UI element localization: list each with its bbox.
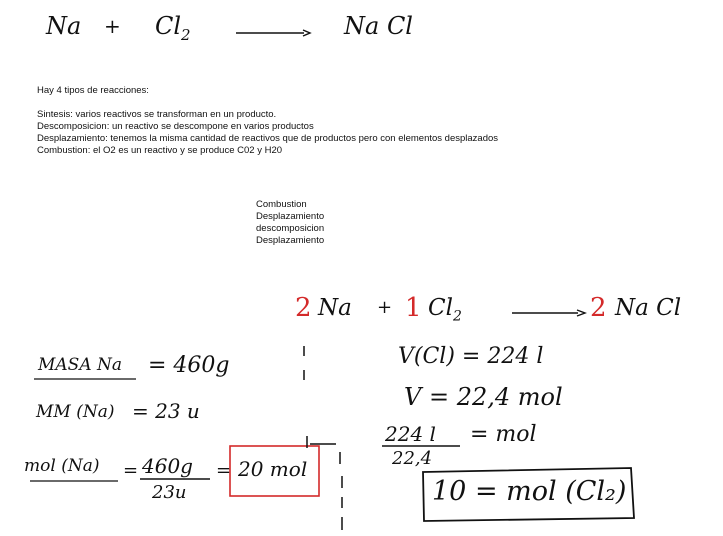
- balanced-reactant1: Na: [318, 295, 352, 321]
- balanced-reactant2: [428, 297, 462, 324]
- top-plus: +: [104, 14, 121, 38]
- right-line-1: V(Cl) = 224 l: [398, 344, 544, 369]
- top-reactant1: Na: [46, 12, 82, 40]
- mol-result: 20 mol: [238, 457, 308, 481]
- notes-line-2: Descomposicion: un reactivo se descompone en varios productos: [37, 121, 314, 132]
- top-arrow-head: [303, 30, 310, 36]
- mol-frac-den: 23u: [152, 482, 187, 503]
- top-reactant2-symbol: Cl: [155, 12, 182, 40]
- mol-frac-num: 460g: [142, 454, 193, 478]
- mm-label: MM (Na): [36, 402, 115, 422]
- notes-line-3: Desplazamiento: tenemos la misma cantidad de reactivos que de productos pero con elementos desplazados: [37, 133, 499, 144]
- balanced-product: Na Cl: [615, 295, 682, 321]
- answer-2: Desplazamiento: [256, 211, 325, 222]
- mol-label: mol (Na): [24, 456, 100, 476]
- right-frac-num: 224 l: [385, 422, 436, 446]
- balanced-coef1: 2: [295, 293, 312, 323]
- answer-1: Combustion: [256, 199, 307, 210]
- mm-value: = 23 u: [132, 399, 200, 423]
- dashed-divider: [304, 346, 342, 530]
- mass-label: MASA Na: [38, 355, 123, 375]
- answer-4: Desplazamiento: [256, 235, 325, 246]
- mol-eq2: =: [216, 460, 232, 481]
- notes-line-4: Combustion: el O2 es un reactivo y se produce C02 y H20: [37, 145, 283, 156]
- balanced-reactant2-sub: 2: [452, 308, 462, 325]
- mol-eq1: =: [123, 460, 139, 481]
- right-frac-eq: = mol: [470, 422, 537, 447]
- answer-3: descomposicion: [256, 223, 325, 234]
- balanced-coef2: 1: [405, 293, 422, 323]
- top-reactant2-sub: 2: [181, 25, 191, 44]
- right-frac-den: 22,4: [392, 448, 433, 469]
- balanced-plus: +: [377, 297, 393, 318]
- notes-line-1: Sintesis: varios reactivos se transforman en un producto.: [37, 109, 277, 120]
- balanced-arrow-head: [577, 310, 585, 316]
- right-line-2: V = 22,4 mol: [404, 383, 563, 411]
- mass-value: = 460g: [148, 353, 230, 378]
- top-product: Na Cl: [344, 12, 413, 40]
- top-reactant2: [155, 14, 191, 43]
- balanced-reactant2-symbol: Cl: [428, 295, 453, 321]
- notes-intro: Hay 4 tipos de reacciones:: [37, 85, 149, 96]
- balanced-coef3: 2: [590, 293, 607, 323]
- boxed-answer: 10 = mol (Cl₂): [432, 476, 627, 507]
